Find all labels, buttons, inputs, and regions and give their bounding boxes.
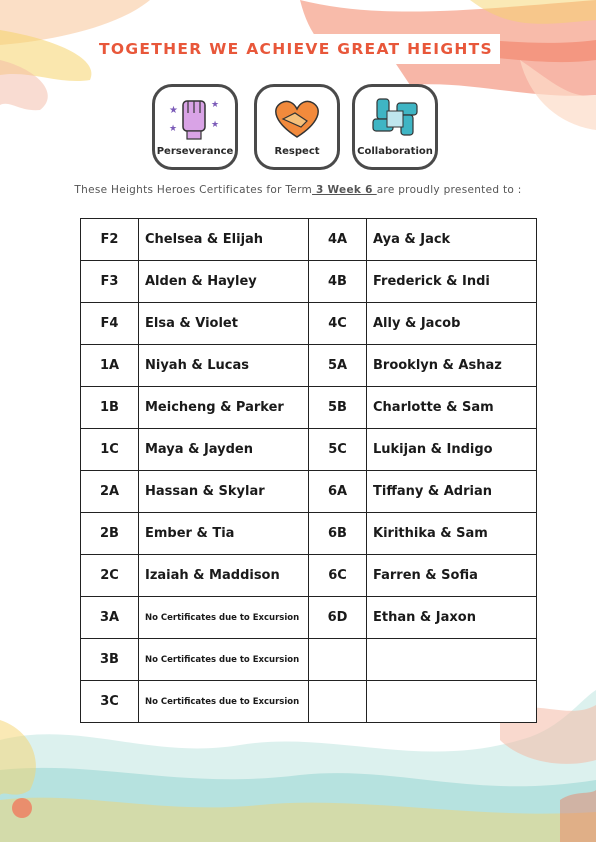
class-cell (309, 681, 367, 723)
table-row (81, 387, 537, 429)
names-cell: Hassan & Skylar (139, 471, 309, 513)
table-row (81, 219, 537, 261)
class-cell: 1A (81, 345, 139, 387)
class-cell: 6D (309, 597, 367, 639)
names-cell: Charlotte & Sam (367, 387, 537, 429)
names-cell: Ethan & Jaxon (367, 597, 537, 639)
class-cell: 4B (309, 261, 367, 303)
class-cell: 1B (81, 387, 139, 429)
class-cell: 5C (309, 429, 367, 471)
names-cell: Ally & Jacob (367, 303, 537, 345)
names-cell: Izaiah & Maddison (139, 555, 309, 597)
svg-text:★: ★ (169, 124, 178, 134)
names-cell (367, 681, 537, 723)
names-cell: Ember & Tia (139, 513, 309, 555)
class-cell: 2B (81, 513, 139, 555)
svg-text:★: ★ (211, 100, 220, 110)
names-cell: Brooklyn & Ashaz (367, 345, 537, 387)
value-badge-perseverance (152, 84, 238, 170)
table-row (81, 303, 537, 345)
value-label: Respect (274, 146, 320, 157)
value-badge-collaboration (352, 84, 438, 170)
table-row (81, 597, 537, 639)
names-cell: Farren & Sofia (367, 555, 537, 597)
names-cell: Lukijan & Indigo (367, 429, 537, 471)
value-badge-respect (254, 84, 340, 170)
class-cell: 2A (81, 471, 139, 513)
school-values (152, 84, 442, 174)
subtitle-before: These Heights Heroes Certificates for Term (74, 184, 313, 196)
names-cell: No Certificates due to Excursion (139, 681, 309, 723)
class-cell: 2C (81, 555, 139, 597)
class-cell: 4A (309, 219, 367, 261)
table-row (81, 681, 537, 723)
page-title: TOGETHER WE ACHIEVE GREAT HEIGHTS (99, 40, 493, 58)
class-cell: 3A (81, 597, 139, 639)
presentation-subtitle (0, 184, 596, 196)
value-label: Perseverance (156, 146, 234, 157)
names-cell: Tiffany & Adrian (367, 471, 537, 513)
class-cell: 6B (309, 513, 367, 555)
table-row (81, 261, 537, 303)
subtitle-after: are proudly presented to : (376, 184, 522, 196)
names-cell: Chelsea & Elijah (139, 219, 309, 261)
class-cell: 4C (309, 303, 367, 345)
certificate-table (80, 218, 537, 723)
table-row (81, 513, 537, 555)
table-row (81, 345, 537, 387)
class-cell: F2 (81, 219, 139, 261)
class-cell: 6A (309, 471, 367, 513)
names-cell (367, 639, 537, 681)
names-cell: Elsa & Violet (139, 303, 309, 345)
table-row (81, 639, 537, 681)
class-cell: 5A (309, 345, 367, 387)
names-cell: Maya & Jayden (139, 429, 309, 471)
title-banner (92, 34, 500, 64)
class-cell (309, 639, 367, 681)
table-row (81, 555, 537, 597)
names-cell: Niyah & Lucas (139, 345, 309, 387)
table-row (81, 429, 537, 471)
value-label: Collaboration (357, 146, 433, 157)
svg-text:★: ★ (211, 120, 220, 130)
names-cell: Aya & Jack (367, 219, 537, 261)
class-cell: 3B (81, 639, 139, 681)
class-cell: 5B (309, 387, 367, 429)
term-week: 3 Week 6 (312, 184, 377, 196)
svg-text:★: ★ (169, 105, 178, 116)
names-cell: Kirithika & Sam (367, 513, 537, 555)
class-cell: 1C (81, 429, 139, 471)
names-cell: Meicheng & Parker (139, 387, 309, 429)
class-cell: 3C (81, 681, 139, 723)
names-cell: No Certificates due to Excursion (139, 639, 309, 681)
class-cell: F3 (81, 261, 139, 303)
table-row (81, 471, 537, 513)
names-cell: No Certificates due to Excursion (139, 597, 309, 639)
names-cell: Frederick & Indi (367, 261, 537, 303)
class-cell: F4 (81, 303, 139, 345)
class-cell: 6C (309, 555, 367, 597)
names-cell: Alden & Hayley (139, 261, 309, 303)
